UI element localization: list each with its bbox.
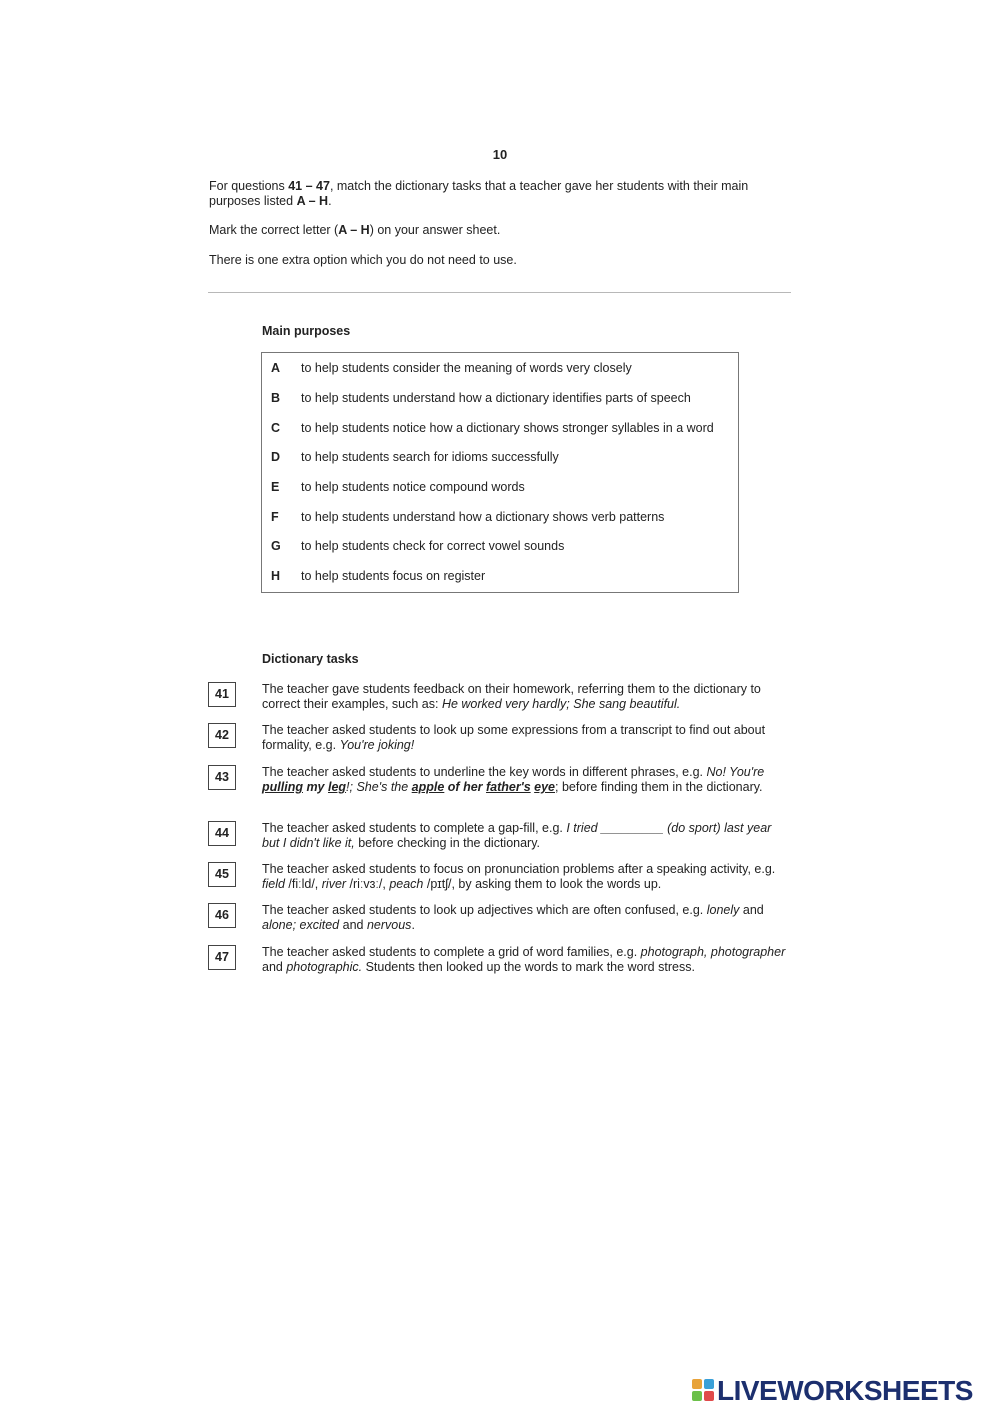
purpose-item-b bbox=[262, 391, 738, 411]
purpose-text: to help students check for correct vowel sounds bbox=[301, 539, 565, 553]
purpose-item-a bbox=[262, 361, 738, 381]
task-46-text: The teacher asked students to look up adjectives which are often confused, e.g. lonely and alone; excited and nervous. bbox=[262, 903, 764, 932]
purpose-text: to help students search for idioms successfully bbox=[301, 450, 559, 464]
purpose-letter: E bbox=[271, 480, 280, 494]
purpose-item-c bbox=[262, 421, 738, 441]
purpose-item-d bbox=[262, 450, 738, 470]
instruction-paragraph-3: There is one extra option which you do not need to use. bbox=[209, 253, 517, 267]
purpose-text: to help students notice compound words bbox=[301, 480, 525, 494]
task-42-text: The teacher asked students to look up some expressions from a transcript to find out about formality, e.g. You're joking! bbox=[262, 723, 766, 752]
purpose-item-g bbox=[262, 539, 738, 559]
answer-box-47[interactable]: 47 bbox=[208, 945, 236, 970]
purpose-letter: D bbox=[271, 450, 281, 464]
purpose-text: to help students understand how a dictionary shows verb patterns bbox=[301, 510, 665, 524]
instruction-paragraph-1: For questions 41 – 47, match the dictionary tasks that a teacher gave her students with their main purposes listed A – H. bbox=[209, 179, 749, 208]
section-divider bbox=[208, 292, 791, 293]
task-43-text: The teacher asked students to underline the key words in different phrases, e.g. No! You're pulling my leg!; She's the apple of her father's eye; before finding them in the dictionary. bbox=[262, 765, 765, 794]
page-number: 10 bbox=[492, 147, 508, 162]
purpose-item-e bbox=[262, 480, 738, 500]
answer-box-45[interactable]: 45 bbox=[208, 862, 236, 887]
purpose-letter: H bbox=[271, 569, 281, 583]
purpose-letter: C bbox=[271, 421, 281, 435]
main-purposes-box bbox=[261, 352, 739, 593]
task-44-text: The teacher asked students to complete a gap-fill, e.g. I tried _________ (do sport) last year but I didn't like it, before checking in the dictionary. bbox=[262, 821, 772, 850]
purpose-text: to help students understand how a dictionary identifies parts of speech bbox=[301, 391, 691, 405]
purpose-text: to help students notice how a dictionary shows stronger syllables in a word bbox=[301, 421, 714, 435]
answer-box-46[interactable]: 46 bbox=[208, 903, 236, 928]
answer-box-44[interactable]: 44 bbox=[208, 821, 236, 846]
answer-box-43[interactable]: 43 bbox=[208, 765, 236, 790]
task-41-text: The teacher gave students feedback on their homework, referring them to the dictionary to correct their examples, such as: He worked very hardly; She sang beautiful. bbox=[262, 682, 761, 711]
purpose-text: to help students consider the meaning of words very closely bbox=[301, 361, 632, 375]
task-47-text: The teacher asked students to complete a grid of word families, e.g. photograph, photographer and photographic. Students then looked up the words to mark the word stress. bbox=[262, 945, 786, 974]
logo-text: LIVEWORKSHEETS bbox=[717, 1375, 973, 1406]
dictionary-tasks-heading: Dictionary tasks bbox=[262, 652, 359, 666]
purpose-item-f bbox=[262, 510, 738, 530]
instruction-paragraph-2: Mark the correct letter (A – H) on your answer sheet. bbox=[209, 223, 501, 237]
answer-box-42[interactable]: 42 bbox=[208, 723, 236, 748]
main-purposes-heading: Main purposes bbox=[262, 324, 351, 338]
purpose-item-h bbox=[262, 569, 738, 589]
liveworksheets-logo-icon bbox=[692, 1379, 714, 1401]
task-45-text: The teacher asked students to focus on pronunciation problems after a speaking activity, e.g. field /fiːld/, river /riːvɜː/, peach /pɪtʃ/, by asking them to look the words up. bbox=[262, 862, 776, 891]
purpose-letter: G bbox=[271, 539, 281, 553]
purpose-text: to help students focus on register bbox=[301, 569, 486, 583]
answer-box-41[interactable]: 41 bbox=[208, 682, 236, 707]
purpose-letter: A bbox=[271, 361, 281, 375]
purpose-letter: B bbox=[271, 391, 281, 405]
purpose-letter: F bbox=[271, 510, 279, 524]
